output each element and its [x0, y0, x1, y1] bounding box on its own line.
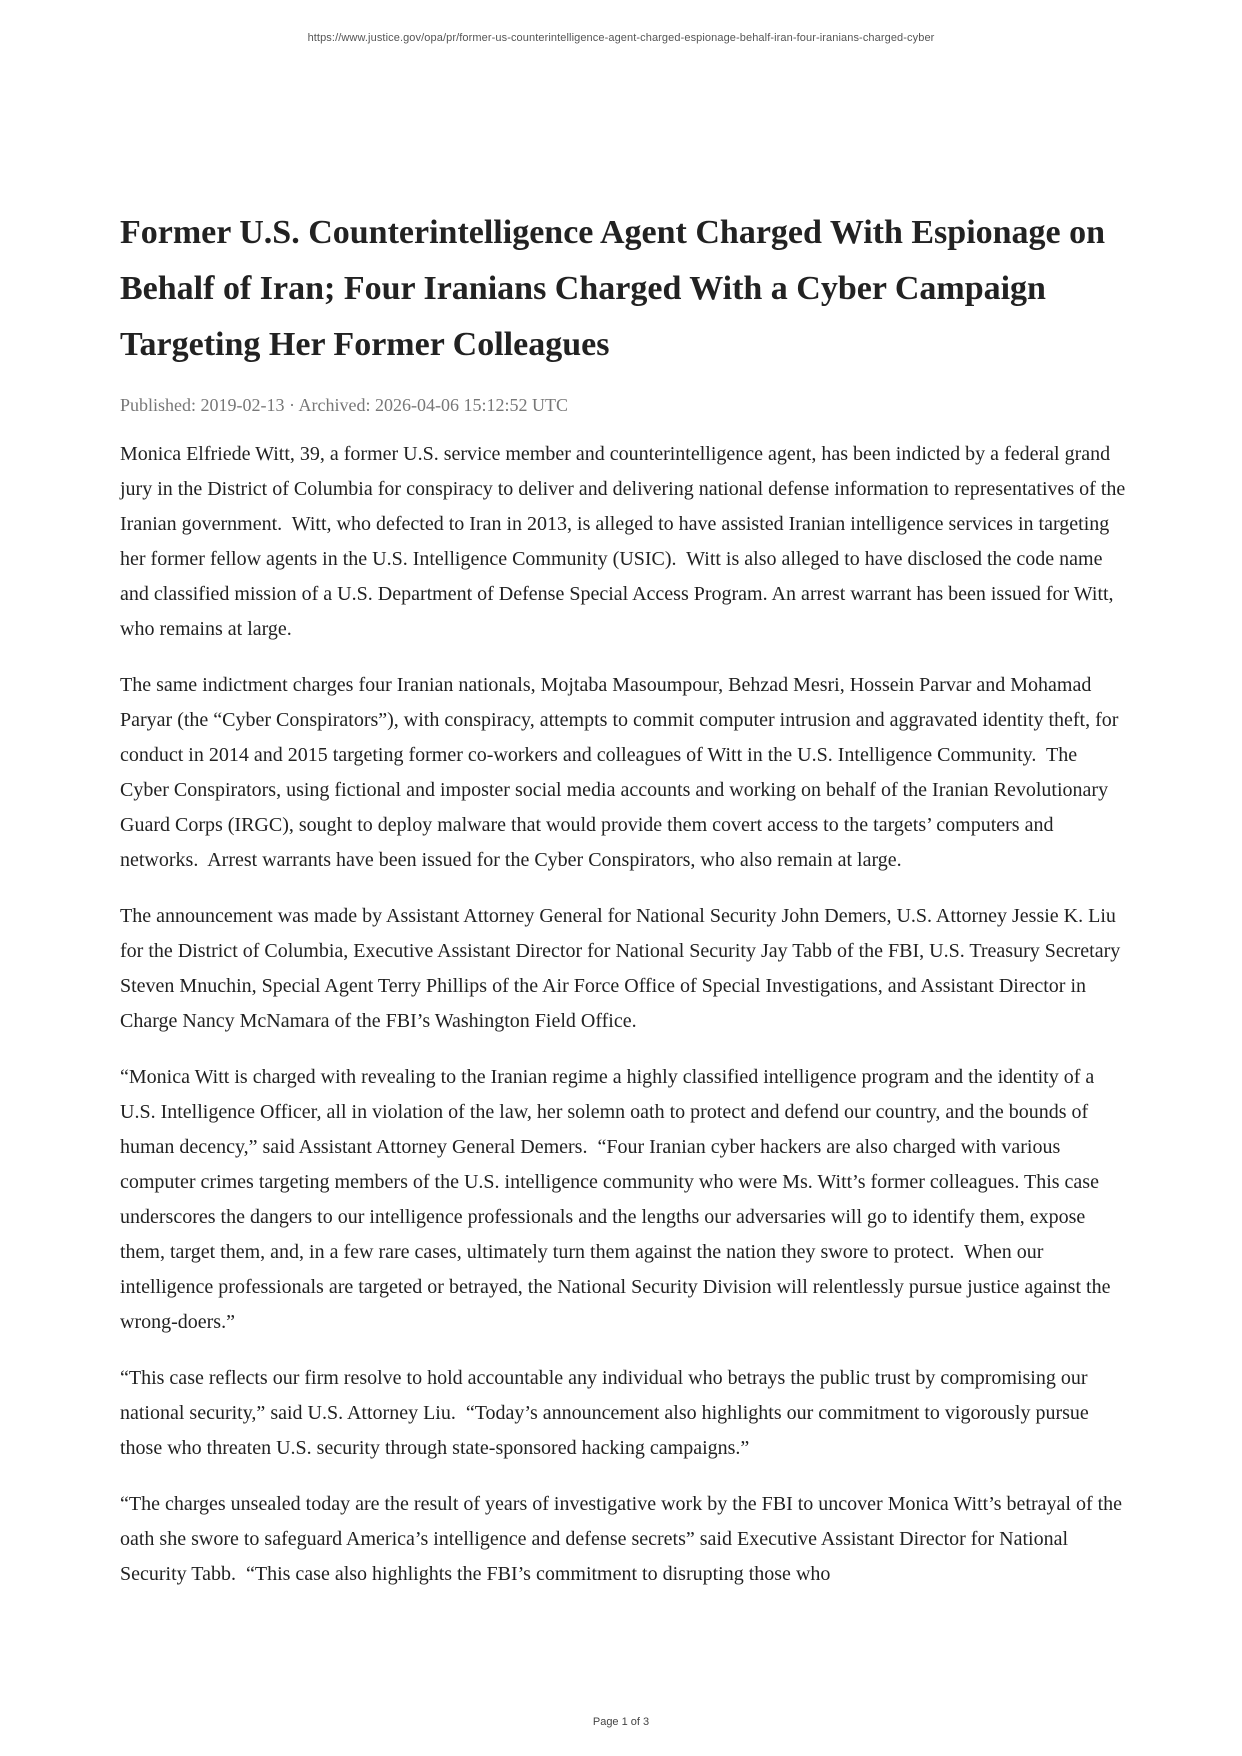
article-paragraph: The same indictment charges four Iranian nationals, Mojtaba Masoumpour, Behzad Mesri, Hossein Parvar and Mohamad Paryar (the “Cyber Conspirators”), with conspiracy, attempts to commit computer intrusion and aggravated identity theft, for conduct in 2014 and 2015 targeting former co-workers and colleagues of Witt in the U.S. Intelligence Community. The Cyber Conspirators, using fictional and imposter social media accounts and working on behalf of the Iranian Revolutionary Guard Corps (IRGC), sought to deploy malware that would provide them covert access to the targets’ computers and networks. Arrest warrants have been issued for the Cyber Conspirators, who also remain at large.	[120, 674, 1124, 871]
article-paragraph: “Monica Witt is charged with revealing to the Iranian regime a highly classified intelligence program and the identity of a U.S. Intelligence Officer, all in violation of the law, her solemn oath to protect and defend our country, and the bounds of human decency,” said Assistant Attorney General Demers. “Four Iranian cyber hackers are also charged with various computer crimes targeting members of the U.S. intelligence community who were Ms. Witt’s former colleagues. This case underscores the dangers to our intelligence professionals and the lengths our adversaries will go to identify them, expose them, target them, and, in a few rare cases, ultimately turn them against the nation they swore to protect. When our intelligence professionals are targeted or betrayed, the National Security Division will relentlessly pursue justice against the wrong-doers.”	[120, 1066, 1116, 1333]
publication-meta: Published: 2019-02-13 · Archived: 2026-04-06 15:12:52 UTC	[120, 395, 568, 415]
page-url: https://www.justice.gov/opa/pr/former-us-counterintelligence-agent-charged-espionage-behalf-iran-four-iranians-charged-cyber	[307, 32, 935, 44]
article-paragraph: “This case reflects our firm resolve to hold accountable any individual who betrays the public trust by compromising our national security,” said U.S. Attorney Liu. “Today’s announcement also highlights our commitment to vigorously pursue those who threaten U.S. security through state-sponsored hacking campaigns.”	[120, 1367, 1094, 1459]
article-paragraph: “The charges unsealed today are the result of years of investigative work by the FBI to uncover Monica Witt’s betrayal of the oath she swore to safeguard America’s intelligence and defense secrets” said Executive Assistant Director for National Security Tabb. “This case also highlights the FBI’s commitment to disrupting those who	[120, 1493, 1128, 1585]
article-paragraph: Monica Elfriede Witt, 39, a former U.S. service member and counterintelligence agent, has been indicted by a federal grand jury in the District of Columbia for conspiracy to deliver and delivering national defense information to representatives of the Iranian government. Witt, who defected to Iran in 2013, is alleged to have assisted Iranian intelligence services in targeting her former fellow agents in the U.S. Intelligence Community (USIC). Witt is also alleged to have disclosed the code name and classified mission of a U.S. Department of Defense Special Access Program. An arrest warrant has been issued for Witt, who remains at large.	[120, 443, 1131, 640]
article-title: Former U.S. Counterintelligence Agent Charged With Espionage on Behalf of Iran; Four Iranians Charged With a Cyber Campaign Targeting Her Former Colleagues	[120, 214, 1106, 363]
article-paragraph: The announcement was made by Assistant Attorney General for National Security John Demers, U.S. Attorney Jessie K. Liu for the District of Columbia, Executive Assistant Director for National Security Jay Tabb of the FBI, U.S. Treasury Secretary Steven Mnuchin, Special Agent Terry Phillips of the Air Force Office of Special Investigations, and Assistant Director in Charge Nancy McNamara of the FBI’s Washington Field Office.	[120, 905, 1126, 1032]
article	[120, 205, 1130, 1613]
page-number: Page 1 of 3	[592, 1716, 650, 1728]
